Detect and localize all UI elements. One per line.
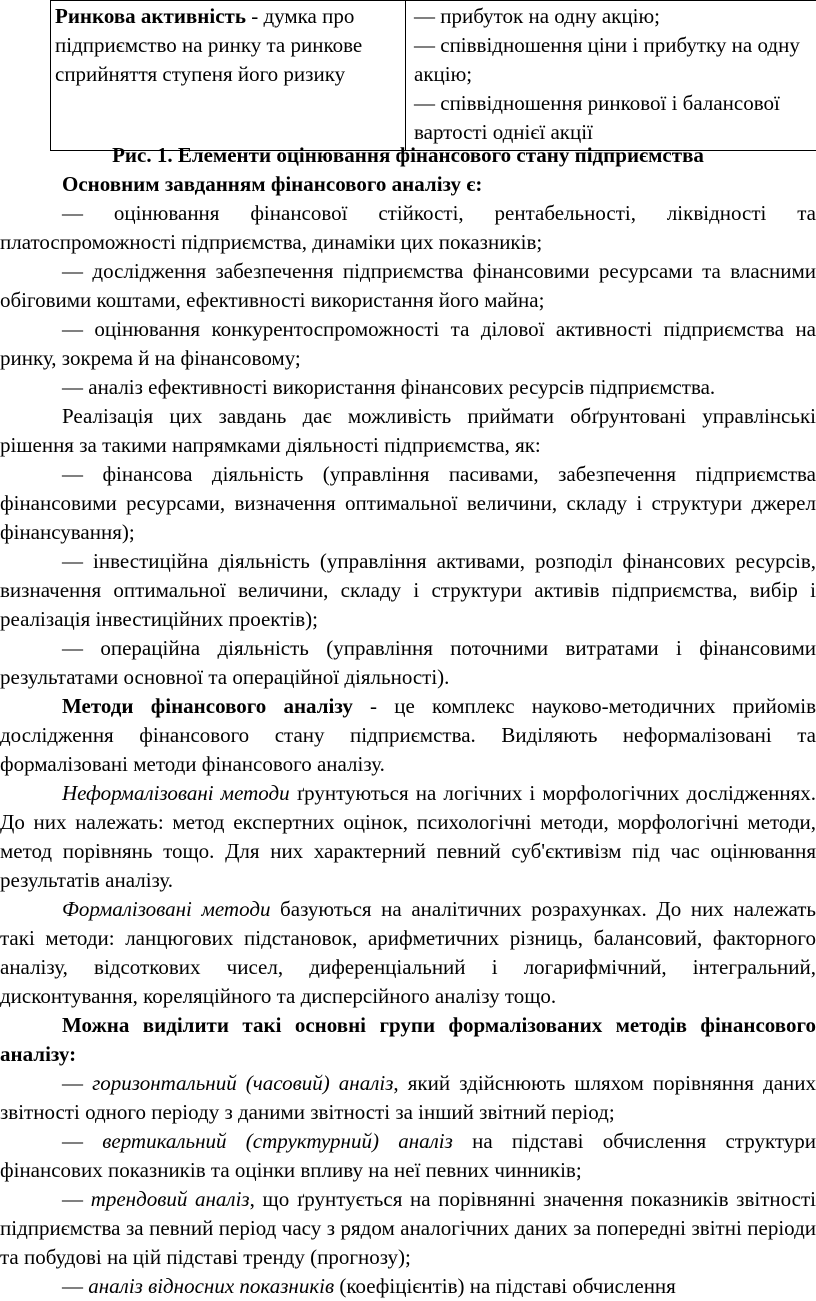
indicator-item: — співвідношення ціни і прибутку на одну [414, 31, 816, 60]
market-activity-definition: - думка про підприємство на ринку та ринкове сприйняття ступеня його ризику [55, 4, 362, 86]
task-item: — оцінювання конкурентоспроможності та ділової активності підприємства на ринку, зокрема й на фінансовому; [0, 315, 816, 373]
group-item [0, 1127, 816, 1185]
indicator-item: акцію; [414, 60, 816, 89]
group-term: горизонтальний (часовий) аналіз [92, 1071, 393, 1095]
dash: — [62, 1187, 91, 1211]
informal-methods-text: ґрунтуються на логічних і морфологічних дослідженнях. До них належать: метод експертних оцінок, психологічні методи, морфологічні методи, метод порівнянь тощо. Для них характерний певний суб'єктивізм під час оцінювання результатів аналізу. [0, 781, 816, 892]
market-activity-term: Ринкова активність [55, 4, 246, 28]
dash: — [62, 1129, 102, 1153]
dash: — [62, 1071, 92, 1095]
groups-heading: Можна виділити такі основні групи формалізованих методів фінансового аналізу: [0, 1011, 816, 1069]
direction-item: — інвестиційна діяльність (управління активами, розподіл фінансових ресурсів, визначення оптимальної величини, складу і структури активів підприємства, вибір і реалізація інвестиційних проектів); [0, 547, 816, 634]
group-item [0, 1185, 816, 1272]
group-term: аналіз відносних показників [88, 1274, 334, 1298]
direction-item: — операційна діяльність (управління поточними витратами і фінансовими результатами основної та операційної діяльності). [0, 634, 816, 692]
table-row [51, 1, 816, 151]
task-item: — аналіз ефективності використання фінансових ресурсів підприємства. [0, 373, 816, 402]
indicator-item: вартості однієї акції [414, 118, 816, 147]
informal-methods-term: Неформалізовані методи [62, 781, 290, 805]
group-item [0, 1272, 816, 1301]
formal-methods-term: Формалізовані методи [62, 897, 270, 921]
realization-paragraph: Реалізація цих завдань дає можливість приймати обґрунтовані управлінські рішення за такими напрямками діяльності підприємства, як: [0, 402, 816, 460]
table-cell-definition [51, 1, 406, 151]
market-activity-table [50, 0, 816, 151]
methods-term: Методи фінансового аналізу [62, 694, 353, 718]
group-text: на підставі обчислення структури фінансових показників та оцінки впливу на неї певних чинників; [0, 1129, 816, 1182]
figure-caption: Рис. 1. Елементи оцінювання фінансового стану підприємства [0, 141, 816, 170]
group-text: (коефіцієнтів) на підставі обчислення [334, 1274, 676, 1298]
group-item [0, 1069, 816, 1127]
indicator-item: — прибуток на одну акцію; [414, 2, 816, 31]
tasks-heading: Основним завданням фінансового аналізу є: [0, 170, 816, 199]
task-item: — дослідження забезпечення підприємства фінансовими ресурсами та власними обіговими коштами, ефективності використання його майна; [0, 257, 816, 315]
formal-methods-paragraph [0, 895, 816, 1011]
task-item: — оцінювання фінансової стійкості, рентабельності, ліквідності та платоспроможності підприємства, динаміки цих показників; [0, 199, 816, 257]
indicator-item: — співвідношення ринкової і балансової [414, 89, 816, 118]
group-text: , що ґрунтується на порівнянні значення показників звітності підприємства за певний період часу з рядом аналогічних даних за попередні звітні періоди та побудові на цій підставі тренду (прогнозу); [0, 1187, 816, 1269]
group-text: , який здійснюють шляхом порівняння даних звітності одного періоду з даними звітності за інший звітний період; [0, 1071, 816, 1124]
formal-methods-text: базуються на аналітичних розрахунках. До них належать такі методи: ланцюгових підстановок, арифметичних різниць, балансовий, факторного аналізу, відсоткових чисел, диференціальний і логарифмічний, інтегральний, дисконтування, кореляційного та дисперсійного аналізу тощо. [0, 897, 816, 1008]
table-cell-indicators [406, 1, 816, 151]
methods-paragraph [0, 692, 816, 779]
body-text [0, 141, 816, 1301]
group-term: вертикальний (структурний) аналіз [102, 1129, 453, 1153]
informal-methods-paragraph [0, 779, 816, 895]
group-term: трендовий аналіз [91, 1187, 250, 1211]
dash: — [62, 1274, 88, 1298]
methods-definition: - це комплекс науково-методичних прийомів дослідження фінансового стану підприємства. Виділяють неформалізовані та формалізовані методи фінансового аналізу. [0, 694, 816, 776]
direction-item: — фінансова діяльність (управління пасивами, забезпечення підприємства фінансовими ресурсами, визначення оптимальної величини, складу і структури джерел фінансування); [0, 460, 816, 547]
